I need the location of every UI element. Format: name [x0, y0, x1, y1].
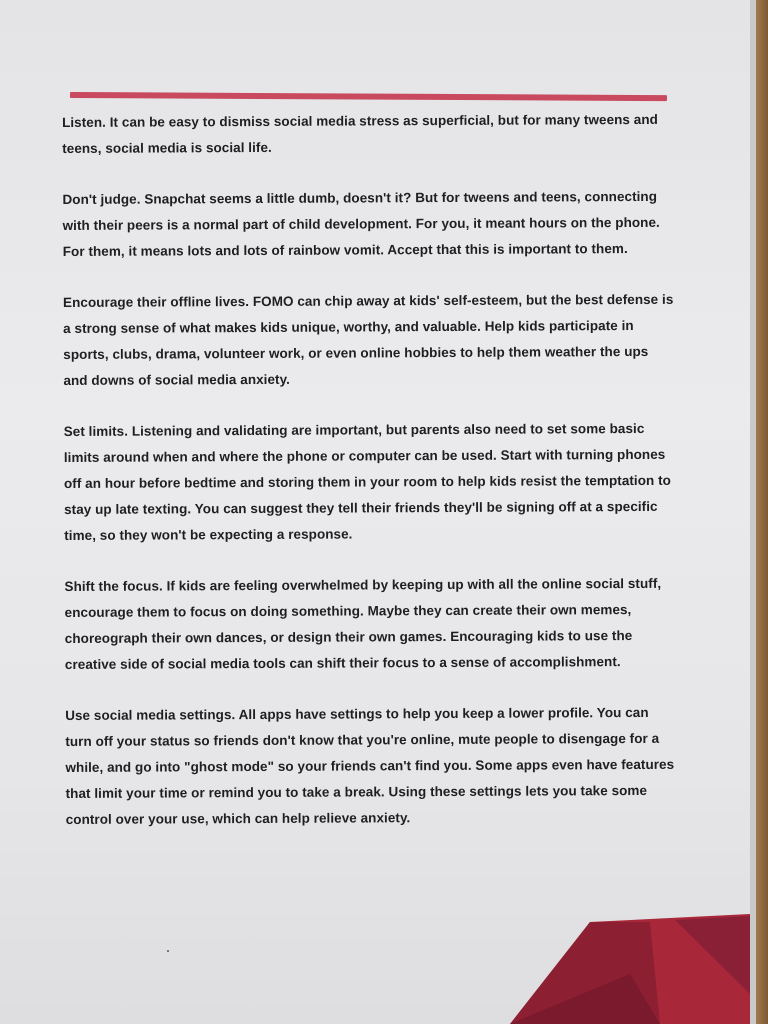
paragraph-listen: Listen. It can be easy to dismiss social media stress as superficial, but for many tweens and teens, social media is social life.: [62, 111, 658, 156]
paper-speck: [167, 950, 169, 952]
body-text: [62, 107, 678, 858]
paragraph-settings: Use social media settings. All apps have settings to help you keep a lower profile. You can turn off your status so friends don't know that you're online, mute people to disengage for a while, and go into "ghost mode" so your friends can't find you. Some apps even have features that limit your time or remind you to take a break. Using these settings lets you take some control over your use, which can help relieve anxiety.: [65, 704, 675, 827]
header-rule: [70, 92, 667, 101]
paragraph-offline-lives: Encourage their offline lives. FOMO can chip away at kids' self-esteem, but the best defense is a strong sense of what makes kids unique, worthy, and valuable. Help kids participate in sports, clubs, drama, volunteer work, or even online hobbies to help them weather the ups and downs of social media anxiety.: [62, 291, 674, 388]
corner-decoration: [510, 914, 750, 1024]
paragraph-set-limits: Set limits. Listening and validating are important, but parents also need to set some basic limits around when and where the phone or computer can be used. Start with turning phones off an hour before bedtime and storing them in your room to help kids resist the temptation to stay up late texting. You can suggest they tell their friends they'll be signing off at a specific time, so they won't be expecting a response.: [63, 420, 671, 543]
paragraph-dont-judge: Don't judge. Snapchat seems a little dumb, doesn't it? But for tweens and teens, connecting with their peers is a normal part of child development. For you, it meant hours on the phone. For them, it means lots and lots of rainbow vomit. Accept that this is important to them.: [62, 188, 660, 259]
paragraph-shift-focus: Shift the focus. If kids are feeling overwhelmed by keeping up with all the online social stuff, encourage them to focus on doing something. Maybe they can create their own memes, choreograph their own dances, or design their own games. Encouraging kids to use the creative side of social media tools can shift their focus to a sense of accomplishment.: [64, 575, 662, 672]
